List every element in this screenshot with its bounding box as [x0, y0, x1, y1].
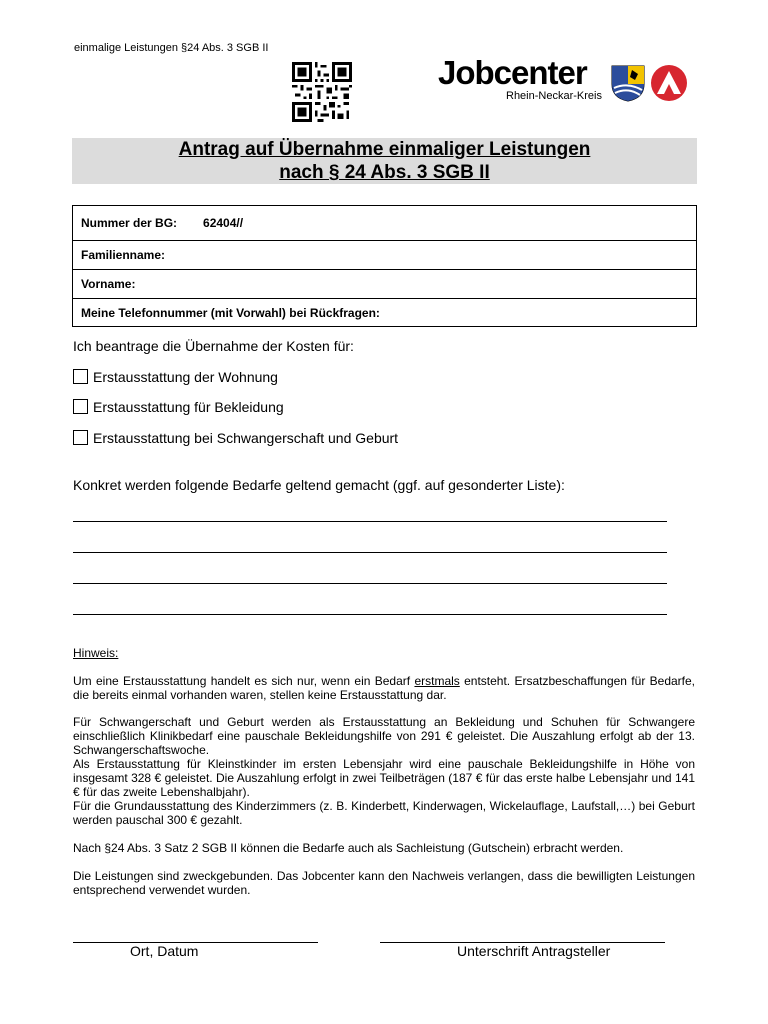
- checkbox-schwangerschaft[interactable]: [73, 430, 88, 445]
- jobcenter-logo: [438, 54, 690, 108]
- form-reference: einmalige Leistungen §24 Abs. 3 SGB II: [74, 42, 269, 54]
- option-wohnung[interactable]: [73, 369, 278, 385]
- needs-line-3[interactable]: [73, 583, 667, 584]
- bg-number-label: Nummer der BG:: [81, 216, 178, 230]
- needs-line-4[interactable]: [73, 614, 667, 615]
- signature-label: Unterschrift Antragsteller: [457, 943, 611, 959]
- bg-number-row[interactable]: [73, 206, 696, 241]
- logo-subtitle: Rhein-Neckar-Kreis: [506, 90, 602, 102]
- hinweis-paragraph-2: Für Schwangerschaft und Geburt werden als Erstausstattung an Bekleidung und Schuhen für Schwangere einschließlich Klinikbedarf eine pauschale Bekleidungshilfe von 291 € geleistet. Die Auszahlung erfolgt ab der 13. Schwangerschaftswoche.: [73, 715, 695, 757]
- vorname-field[interactable]: [73, 270, 696, 299]
- needs-label: Konkret werden folgende Bedarfe geltend gemacht (ggf. auf gesonderter Liste):: [73, 477, 565, 493]
- title-line-2: nach § 24 Abs. 3 SGB II: [279, 162, 490, 183]
- bg-number-value[interactable]: 62404//: [203, 216, 244, 230]
- hinweis-heading: Hinweis:: [73, 646, 119, 660]
- emphasis-erstmals: erstmals: [414, 674, 460, 688]
- telefon-label: Meine Telefonnummer (mit Vorwahl) bei Rückfragen:: [81, 305, 380, 320]
- option-bekleidung-label: Erstausstattung für Bekleidung: [93, 399, 284, 415]
- option-schwangerschaft-label: Erstausstattung bei Schwangerschaft und Geburt: [93, 430, 399, 446]
- vorname-label: Vorname:: [81, 277, 136, 291]
- needs-line-1[interactable]: [73, 521, 667, 522]
- option-wohnung-label: Erstausstattung der Wohnung: [93, 369, 278, 385]
- form-title: [72, 138, 697, 184]
- telefon-field[interactable]: [73, 299, 696, 326]
- logo-wordmark: Jobcenter: [438, 54, 587, 91]
- familienname-field[interactable]: [73, 241, 696, 270]
- title-line-1: Antrag auf Übernahme einmaliger Leistungen: [178, 139, 591, 160]
- checkbox-wohnung[interactable]: [73, 369, 88, 384]
- hinweis-paragraph-3: Als Erstausstattung für Kleinstkinder im ersten Lebensjahr wird eine pauschale Bekleidungshilfe in Höhe von insgesamt 328 € geleistet. Die Auszahlung erfolgt in zwei Teilbeträgen (187 € für das erste halbe Lebensjahr und 141 € für das zweite Lebenshalbjahr).: [73, 757, 695, 799]
- hinweis-paragraph-1: Um eine Erstausstattung handelt es sich nur, wenn ein Bedarf erstmals entsteht. Ersatzbeschaffungen für Bedarfe, die bereits einmal vorhanden waren, stellen keine Erstausstattung dar.: [73, 674, 695, 702]
- needs-line-2[interactable]: [73, 552, 667, 553]
- option-bekleidung[interactable]: [73, 399, 284, 415]
- applicant-fields-table: [72, 205, 697, 327]
- hinweis-paragraph-5: Nach §24 Abs. 3 Satz 2 SGB II können die Bedarfe auch als Sachleistung (Gutschein) erbracht werden.: [73, 841, 624, 855]
- district-crest-icon: [610, 64, 646, 102]
- agency-emblem-icon: [650, 64, 688, 102]
- familienname-label: Familienname:: [81, 248, 166, 262]
- hinweis-paragraph-4: Für die Grundausstattung des Kinderzimmers (z. B. Kinderbett, Kinderwagen, Wickelauflage, Laufstall,…) bei Geburt werden pauschal 300 € gezahlt.: [73, 799, 695, 827]
- option-schwangerschaft[interactable]: [73, 430, 398, 446]
- request-intro: Ich beantrage die Übernahme der Kosten für:: [73, 338, 354, 354]
- qr-code: [292, 62, 352, 122]
- hinweis-paragraph-6: Die Leistungen sind zweckgebunden. Das Jobcenter kann den Nachweis verlangen, dass die bewilligten Leistungen entsprechend verwendet wurden.: [73, 869, 695, 897]
- place-date-label: Ort, Datum: [130, 943, 199, 959]
- checkbox-bekleidung[interactable]: [73, 399, 88, 414]
